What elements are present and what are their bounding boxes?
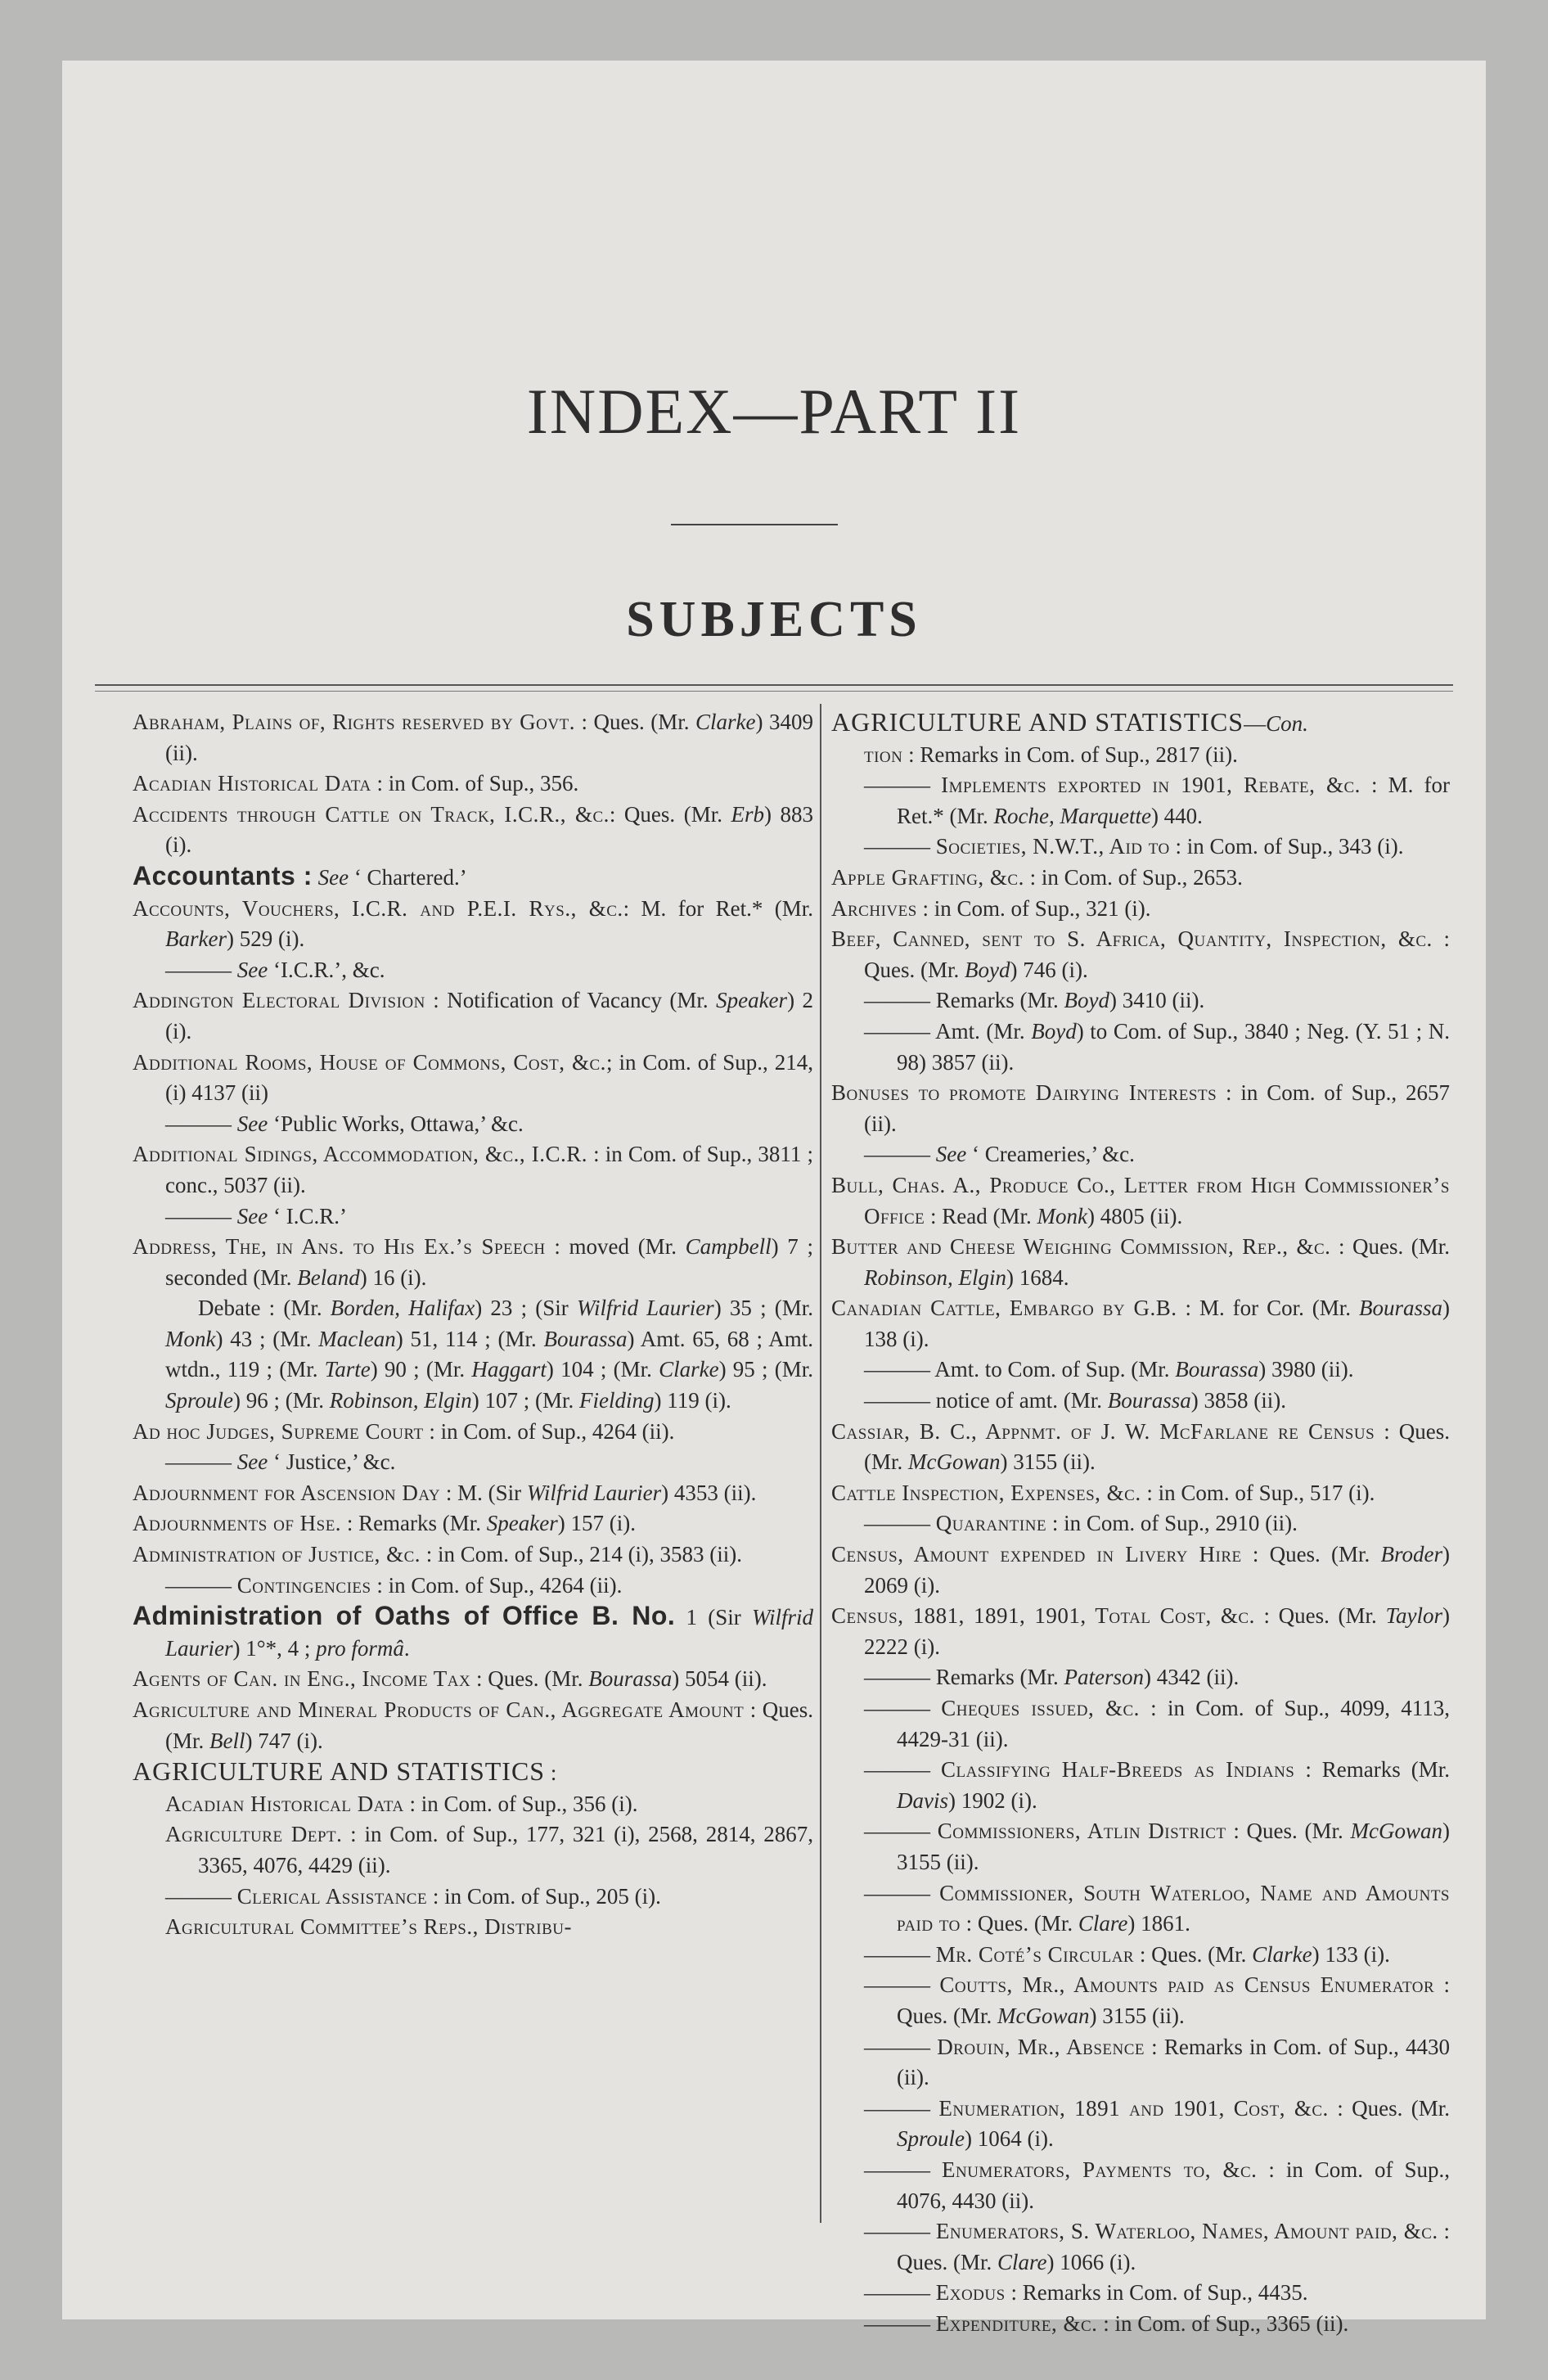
index-entry: Cattle Inspection, Expenses, &c. : in Com. of Sup., 517 (i). <box>831 1480 1375 1505</box>
index-subentry: ——— Quarantine : in Com. of Sup., 2910 (ii). <box>864 1511 1298 1536</box>
index-subentry: Debate : (Mr. Borden, Halifax) 23 ; (Sir Wilfrid Laurier) 35 ; (Mr. Monk) 43 ; (Mr. Maclean) 51, 114 ; (Mr. Bourassa) Amt. 65, 68 ; Amt. wtdn., 119 ; (Mr. Tarte) 90 ; (Mr. Haggart) 104 ; (Mr. Clarke) 95 ; (Mr. Sproule) 96 ; (Mr. Robinson, Elgin) 107 ; (Mr. Fielding) 119 (i). <box>165 1296 814 1413</box>
index-subentry: ——— Commissioner, South Waterloo, Name and Amounts paid to : Ques. (Mr. Clare) 1861. <box>864 1880 1450 1936</box>
index-entry: Acadian Historical Data : in Com. of Sup., 356. <box>133 771 579 796</box>
index-subentry: ——— Cheques issued, &c. : in Com. of Sup., 4099, 4113, 4429-31 (ii). <box>864 1696 1450 1751</box>
index-subentry: Agriculture Dept. : in Com. of Sup., 177, 321 (i), 2568, 2814, 2867, 3365, 4076, 4429 (ii). <box>165 1822 813 1877</box>
index-subentry: tion : Remarks in Com. of Sup., 2817 (ii). <box>864 741 1238 767</box>
index-subentry: ——— Amt. (Mr. Boyd) to Com. of Sup., 3840 ; Neg. (Y. 51 ; N. 98) 3857 (ii). <box>864 1018 1450 1075</box>
index-subentry: ——— Mr. Coté’s Circular : Ques. (Mr. Clarke) 133 (i). <box>864 1941 1390 1967</box>
index-entry: Ad hoc Judges, Supreme Court : in Com. of Sup., 4264 (ii). <box>133 1418 675 1444</box>
index-entry: Address, The, in Ans. to His Ex.’s Speech : moved (Mr. Campbell) 7 ; seconded (Mr. Beland) 16 (i). <box>133 1234 813 1290</box>
index-subentry: ——— Enumerators, Payments to, &c. : in Com. of Sup., 4076, 4430 (ii). <box>864 2157 1451 2213</box>
index-entry: Additional Sidings, Accommodation, &c., I.C.R. : in Com. of Sup., 3811 ; conc., 5037 (ii). <box>133 1142 813 1197</box>
index-entry: Accountants : See ‘ Chartered.’ <box>133 860 467 890</box>
index-subentry: ——— Enumerators, S. Waterloo, Names, Amount paid, &c. : Ques. (Mr. Clare) 1066 (i). <box>864 2219 1450 2274</box>
index-entry: AGRICULTURE AND STATISTICS : <box>133 1756 557 1787</box>
index-subentry: ——— Enumeration, 1891 and 1901, Cost, &c. : Ques. (Mr. Sproule) 1064 (i). <box>864 2095 1450 2152</box>
index-subentry: ——— See ‘ I.C.R.’ <box>165 1203 347 1228</box>
index-entry: Additional Rooms, House of Commons, Cost, &c.; in Com. of Sup., 214, (i) 4137 (ii) <box>133 1049 813 1106</box>
index-subentry: ——— Expenditure, &c. : in Com. of Sup., 3365 (ii). <box>864 2310 1349 2336</box>
index-subentry: ——— Clerical Assistance : in Com. of Sup., 205 (i). <box>165 1883 661 1909</box>
index-subentry: ——— Classifying Half-Breeds as Indians : Remarks (Mr. Davis) 1902 (i). <box>864 1757 1450 1813</box>
index-entry: Addington Electoral Division : Notification of Vacancy (Mr. Speaker) 2 (i). <box>133 988 813 1044</box>
index-page <box>62 61 1486 2336</box>
index-subentry: Acadian Historical Data : in Com. of Sup., 356 (i). <box>165 1791 638 1816</box>
index-entry: Abraham, Plains of, Rights reserved by Govt. : Ques. (Mr. Clarke) 3409 (ii). <box>133 710 813 765</box>
index-entry: Bull, Chas. A., Produce Co., Letter from High Commissioner’s Office : Read (Mr. Monk) 4805 (ii). <box>831 1172 1450 1228</box>
column-divider <box>820 704 821 2223</box>
header-double-rule <box>95 684 1453 692</box>
section-title: SUBJECTS <box>626 592 922 647</box>
index-entry: Bonuses to promote Dairying Interests : in Com. of Sup., 2657 (ii). <box>831 1080 1450 1136</box>
index-subentry: ——— Remarks (Mr. Boyd) 3410 (ii). <box>864 988 1205 1013</box>
index-entry: Accounts, Vouchers, I.C.R. and P.E.I. Rys., &c.: M. for Ret.* (Mr. Barker) 529 (i). <box>133 895 813 952</box>
index-entry: Adjournment for Ascension Day : M. (Sir Wilfrid Laurier) 4353 (ii). <box>133 1480 757 1505</box>
page-title: INDEX—PART II <box>526 376 1022 447</box>
index-entry: AGRICULTURE AND STATISTICS—Con. <box>831 707 1308 737</box>
index-subentry: ——— Remarks (Mr. Paterson) 4342 (ii). <box>864 1665 1240 1690</box>
index-subentry: ——— See ‘ Creameries,’ &c. <box>864 1142 1135 1167</box>
right-column <box>831 707 1450 2339</box>
index-entry: Archives : in Com. of Sup., 321 (i). <box>831 895 1151 921</box>
index-entry: Apple Grafting, &c. : in Com. of Sup., 2653. <box>831 864 1243 890</box>
index-subentry: ——— Commissioners, Atlin District : Ques. (Mr. McGowan) 3155 (ii). <box>864 1819 1450 1874</box>
title-rule <box>671 524 838 525</box>
index-subentry: ——— See ‘I.C.R.’, &c. <box>165 957 385 982</box>
index-subentry: ——— notice of amt. (Mr. Bourassa) 3858 (ii). <box>864 1388 1286 1413</box>
index-subentry: Agricultural Committee’s Reps., Distribu- <box>165 1914 573 1940</box>
index-subentry: ——— Drouin, Mr., Absence : Remarks in Com. of Sup., 4430 (ii). <box>864 2034 1451 2090</box>
index-entry: Adjournments of Hse. : Remarks (Mr. Speaker) 157 (i). <box>133 1511 636 1536</box>
index-entry: Accidents through Cattle on Track, I.C.R., &c.: Ques. (Mr. Erb) 883 (i). <box>133 801 814 858</box>
index-subentry: ——— Amt. to Com. of Sup. (Mr. Bourassa) 3980 (ii). <box>864 1357 1354 1382</box>
index-subentry: ——— Implements exported in 1901, Rebate, &c. : M. for Ret.* (Mr. Roche, Marquette) 440. <box>864 773 1451 828</box>
index-entry: Agents of Can. in Eng., Income Tax : Ques. (Mr. Bourassa) 5054 (ii). <box>133 1666 767 1692</box>
left-column <box>133 707 813 1943</box>
index-subentry: ——— Exodus : Remarks in Com. of Sup., 4435. <box>864 2280 1308 2306</box>
index-subentry: ——— Coutts, Mr., Amounts paid as Census Enumerator : Ques. (Mr. McGowan) 3155 (ii). <box>864 1972 1450 2028</box>
index-entry: Census, Amount expended in Livery Hire : Ques. (Mr. Broder) 2069 (i). <box>831 1542 1450 1598</box>
index-entry: Cassiar, B. C., Appnmt. of J. W. McFarlane re Census : Ques. (Mr. McGowan) 3155 (ii). <box>831 1418 1450 1475</box>
index-subentry: ——— See ‘Public Works, Ottawa,’ &c. <box>165 1111 524 1136</box>
index-entry: Canadian Cattle, Embargo by G.B. : M. for Cor. (Mr. Bourassa) 138 (i). <box>831 1296 1450 1351</box>
index-entry: Administration of Oaths of Office B. No. 1 (Sir Wilfrid Laurier) 1°*, 4 ; pro formâ. <box>133 1601 814 1661</box>
index-entry: Administration of Justice, &c. : in Com. of Sup., 214 (i), 3583 (ii). <box>133 1542 743 1567</box>
index-entry: Beef, Canned, sent to S. Africa, Quantity, Inspection, &c. : Ques. (Mr. Boyd) 746 (i). <box>831 926 1450 982</box>
index-subentry: ——— See ‘ Justice,’ &c. <box>165 1449 396 1475</box>
index-subentry: ——— Societies, N.W.T., Aid to : in Com. of Sup., 343 (i). <box>864 834 1404 859</box>
index-entry: Agriculture and Mineral Products of Can., Aggregate Amount : Ques. (Mr. Bell) 747 (i). <box>133 1697 813 1753</box>
index-entry: Butter and Cheese Weighing Commission, Rep., &c. : Ques. (Mr. Robinson, Elgin) 1684. <box>831 1234 1450 1290</box>
index-subentry: ——— Contingencies : in Com. of Sup., 4264 (ii). <box>165 1572 623 1598</box>
index-entry: Census, 1881, 1891, 1901, Total Cost, &c. : Ques. (Mr. Taylor) 2222 (i). <box>831 1603 1450 1659</box>
